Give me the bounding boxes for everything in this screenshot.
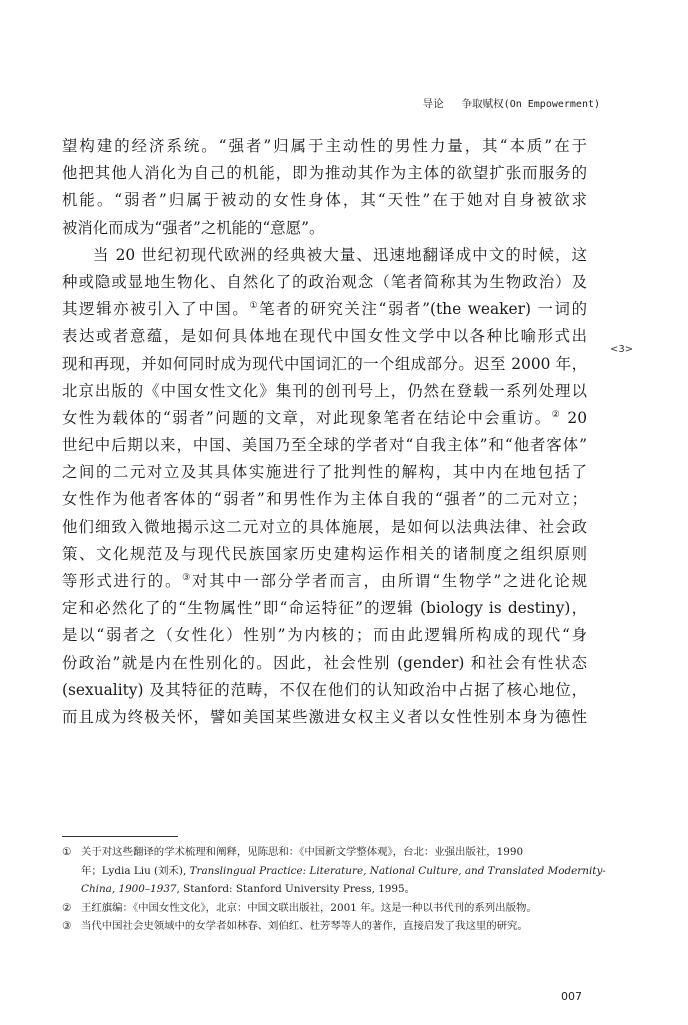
- footnote-book-title: Translingual Practice: Literature, National Culture, and Translated Modernity-: [189, 864, 606, 877]
- body-line: [62, 405, 587, 432]
- footnote-book-title: China, 1900–1937: [81, 883, 177, 896]
- footnote-line: 关于对这些翻译的学术梳理和阐释，见陈思和：《中国新文学整体观》，台北：业强出版社，1990: [81, 846, 524, 858]
- running-head-section: 导论: [422, 98, 444, 110]
- body-line: 被消化而成为“强者”之机能的“意愿”。: [62, 218, 325, 237]
- footnote-line: 当代中国社会史领域中的女学者如林春、刘伯红、杜芳琴等人的著作，直接启发了我这里的研究。: [81, 920, 528, 933]
- footnote-ref: ②: [551, 409, 562, 420]
- footnote-3: [62, 917, 592, 936]
- margin-page-reference: <3>: [610, 344, 634, 355]
- body-line-part: 其逻辑亦被引入了中国。: [62, 300, 250, 319]
- running-head-title-en: (On Empowerment): [503, 99, 600, 110]
- body-line: 世纪中后期以来，中国、美国乃至全球的学者对“自我主体”和“他者客体”: [62, 436, 587, 455]
- footnote-2: [62, 899, 592, 918]
- footnote-ref: ①: [249, 301, 260, 312]
- body-line: 份政治”就是内在性别化的。因此，社会性别 (gender) 和社会有性状态: [62, 653, 587, 672]
- body-line: 策、文化规范及与现代民族国家历史建构运作相关的诸制度之组织原则: [62, 544, 587, 563]
- footnote-divider: [62, 836, 178, 837]
- footnote-number: ②: [62, 901, 72, 914]
- footnote-1: [62, 843, 606, 899]
- page-number: 007: [561, 990, 582, 1003]
- body-line-part: 等形式进行的。: [62, 572, 183, 590]
- footnote-line: [81, 880, 592, 899]
- footnotes: [62, 843, 606, 936]
- body-line: (sexuality) 及其特征的范畴，不仅在他们的认知政治中占据了核心地位，: [62, 680, 587, 699]
- footnote-line: 王红旗编：《中国女性文化》，北京：中国文联出版社，2001 年。这是一种以书代刊的系列出版物。: [81, 901, 537, 914]
- body-line: 是以“弱者之（女性化）性别”为内核的；而由此逻辑所构成的现代“身: [62, 626, 587, 645]
- body-line: [62, 568, 587, 595]
- body-line: 种或隐或显地生物化、自然化了的政治观念（笔者简称其为生物政治）及: [62, 272, 587, 291]
- footnote-text: , Stanford: Stanford University Press, 1995。: [176, 883, 416, 896]
- running-head: [423, 96, 600, 111]
- footnote-text: 年；Lydia Liu (刘禾),: [81, 864, 190, 877]
- footnote-line: [81, 862, 606, 881]
- body-line: 之间的二元对立及其具体实施进行了批判性的解构，其中内在地包括了: [62, 463, 587, 482]
- running-head-title: 争取赋权: [461, 98, 504, 110]
- body-line: 望构建的经济系统。“强者”归属于主动性的男性力量，其“本质”在于: [62, 137, 587, 155]
- footnote-number: ③: [62, 920, 72, 933]
- body-line: 他把其他人消化为自己的机能，即为推动其作为主体的欲望扩张而服务的: [62, 164, 587, 183]
- body-line: 而且成为终极关怀，譬如美国某些激进女权主义者以女性性别本身为德性: [62, 707, 587, 726]
- body-line: [62, 296, 587, 323]
- body-line: 他们细致入微地揭示这二元对立的具体施展，是如何以法典法律、社会政: [62, 517, 587, 536]
- body-line: 北京出版的《中国女性文化》集刊的创刊号上，仍然在登载一系列处理以: [62, 381, 587, 400]
- body-line-part: 女性为载体的“弱者”问题的文章，对此现象笔者在结论中会重访。: [62, 408, 552, 427]
- body-line-part: 对其中一部分学者而言，由所谓“生物学”之进化论规: [191, 572, 587, 590]
- footnote-ref: ③: [182, 573, 192, 583]
- body-line-part: 笔者的研究关注“弱者”(the weaker) 一词的: [259, 300, 587, 319]
- body-line-part: 20: [561, 408, 587, 427]
- body-line: 当 20 世纪初现代欧洲的经典被大量、迅速地翻译成中文的时候，这: [93, 245, 587, 264]
- body-line: 表达或者意蕴，是如何具体地在现代中国女性文学中以各种比喻形式出: [62, 327, 587, 346]
- body-line: 现和再现，并如何同时成为现代中国词汇的一个组成部分。迟至 2000 年，: [62, 354, 587, 373]
- body-line: 女性作为他者客体的“弱者”和男性作为主体自我的“强者”的二元对立；: [62, 490, 587, 509]
- footnote-number: ①: [62, 846, 72, 858]
- body-line: 定和必然化了的“生物属性”即“命运特征”的逻辑 (biology is destiny)，: [62, 599, 587, 618]
- body-line: 机能。“弱者”归属于被动的女性身体，其“天性”在于她对自身被欲求: [62, 191, 587, 210]
- body-text: [62, 133, 587, 731]
